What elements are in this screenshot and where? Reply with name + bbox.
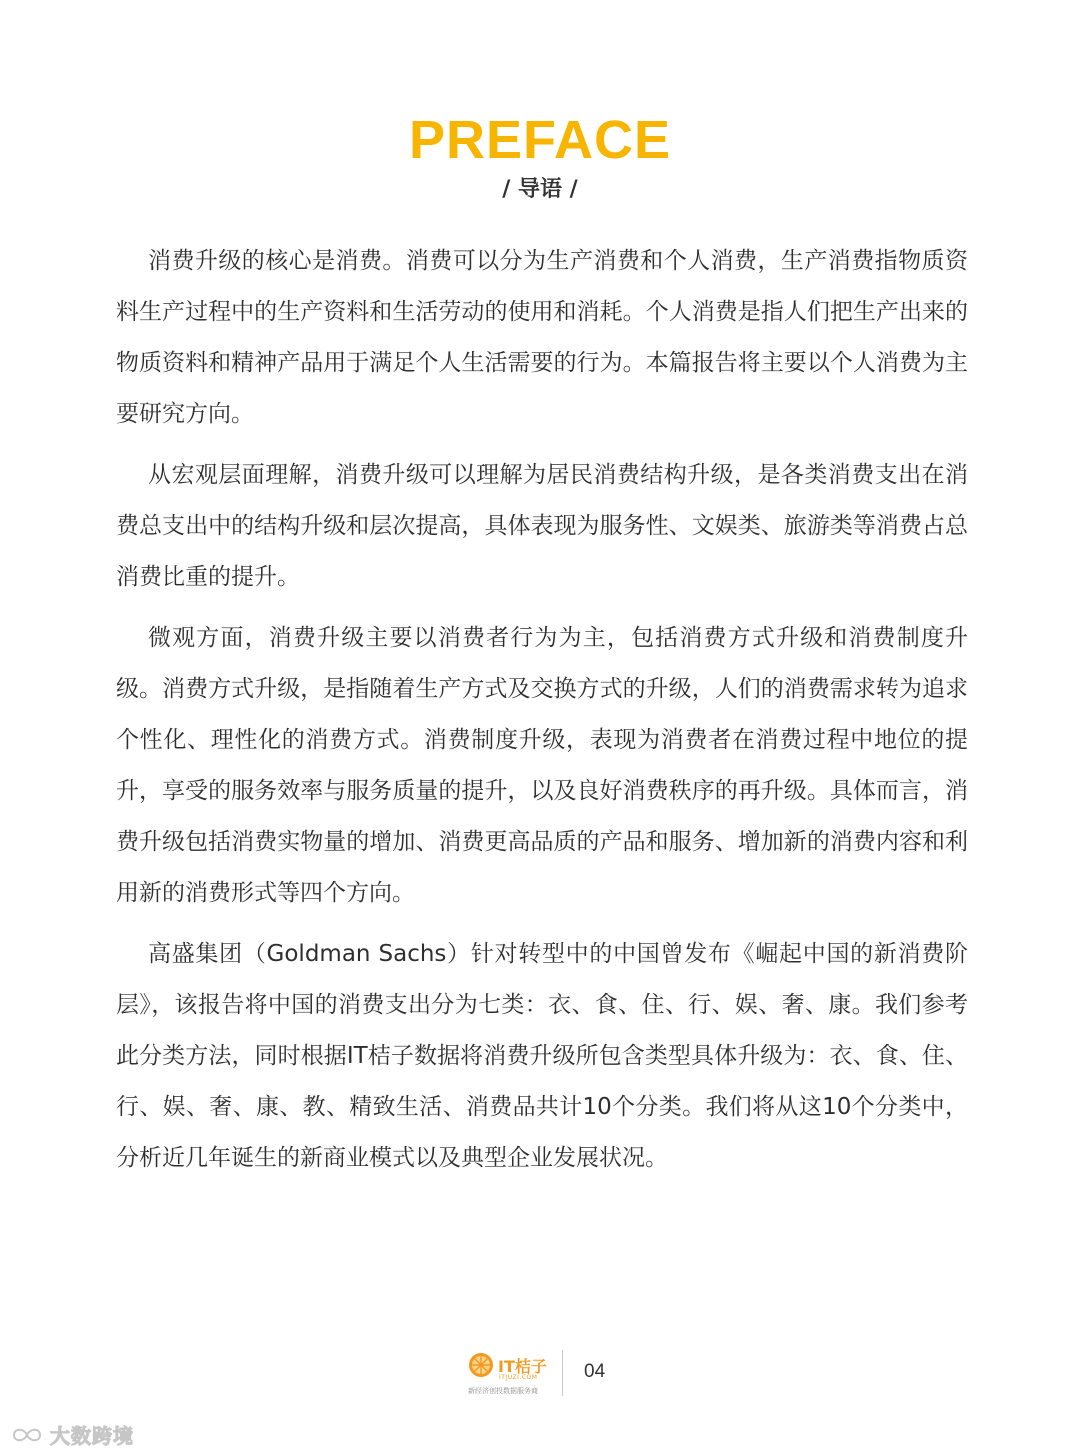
footer-divider xyxy=(562,1350,563,1396)
watermark xyxy=(8,1420,134,1449)
paragraph-4: 高盛集团（Goldman Sachs）针对转型中的中国曾发布《崛起中国的新消费阶层》，该报告将中国的消费支出分为七类：衣、食、住、行、娱、奢、康。我们参考此分类方法，同时根据IT桔子数据将消费升级所包含类型具体升级为：衣、食、住、行、娱、奢、康、教、精致生活、消费品共计10个分类。我们将从这10个分类中，分析近几年诞生的新商业模式以及典型企业发展状况。 xyxy=(116,941,968,1171)
logo-name: IT桔子 xyxy=(498,1356,547,1376)
logo-domain: ITJUZI.COM xyxy=(499,1374,538,1381)
preface-body xyxy=(116,236,968,1194)
page-subtitle: / 导语 / xyxy=(502,177,578,202)
paragraph-3: 微观方面，消费升级主要以消费者行为为主，包括消费方式升级和消费制度升级。消费方式升级，是指随着生产方式及交换方式的升级，人们的消费需求转为追求个性化、理性化的消费方式。消费制度升级，表现为消费者在消费过程中地位的提升，享受的服务效率与服务质量的提升，以及良好消费秩序的再升级。具体而言，消费升级包括消费实物量的增加、消费更高品质的产品和服务、增加新的消费内容和利用新的消费形式等四个方向。 xyxy=(116,625,968,906)
page-number: 04 xyxy=(584,1361,606,1382)
infinity-logo-icon xyxy=(8,1422,46,1448)
paragraph-1: 消费升级的核心是消费。消费可以分为生产消费和个人消费，生产消费指物质资料生产过程中的生产资料和生活劳动的使用和消耗。个人消费是指人们把生产出来的物质资料和精神产品用于满足个人生活需要的行为。本篇报告将主要以个人消费为主要研究方向。 xyxy=(116,248,968,427)
itjuzi-logo xyxy=(468,1352,558,1398)
paragraph-2: 从宏观层面理解，消费升级可以理解为居民消费结构升级，是各类消费支出在消费总支出中的结构升级和层次提高，具体表现为服务性、文娱类、旅游类等消费占总消费比重的提升。 xyxy=(116,462,968,590)
logo-slogan: 新经济创投数据服务商 xyxy=(468,1387,538,1395)
watermark-text: 大数跨境 xyxy=(50,1424,134,1448)
page-title: PREFACE xyxy=(408,110,672,170)
orange-slice-icon xyxy=(468,1352,494,1378)
